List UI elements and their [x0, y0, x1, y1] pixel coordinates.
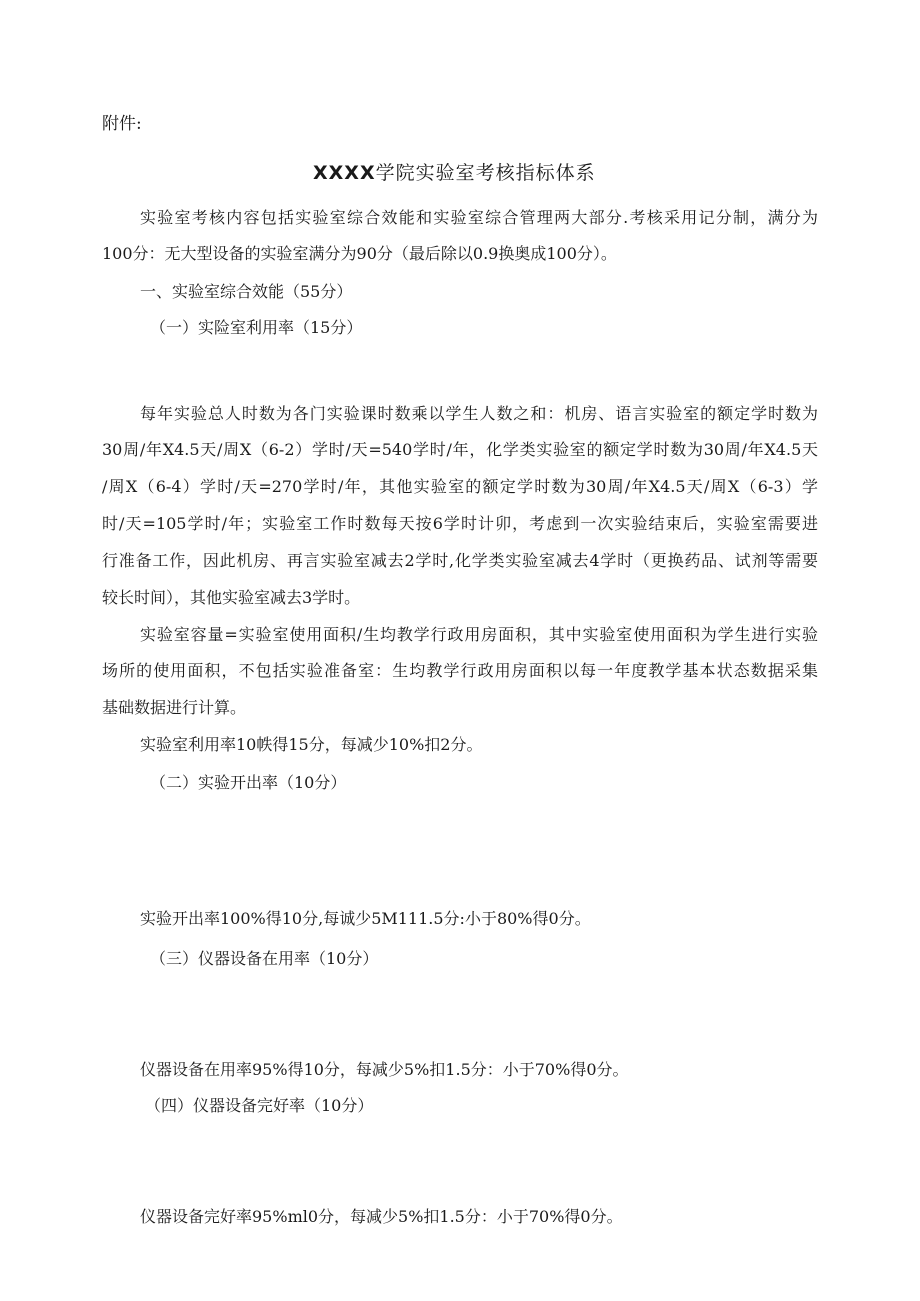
intro-line-2: 100分：无大型设备的实验室满分为90分（最后除以0.9换奥成100分）。: [102, 244, 617, 263]
title-prefix: XXXX: [313, 162, 376, 184]
subsection-2-heading: （二）实验开出率（10分）: [150, 773, 347, 792]
subsection-1-heading: （一）实险室利用率（15分）: [150, 318, 363, 337]
para1-line-1: 每年实验总人时数为各门实验课时数乘以学生人数之和：机房、语言实验室的额定学时数为: [140, 404, 818, 423]
open-rate-rule: 实验开出率100%得10分,每诚少5M111.5分:小于80%得0分。: [140, 909, 591, 928]
para1-line-3: /周X（6-4）学时/天=270学时/年，其他实验室的额定学时数为30周/年X4.5天/周X（6-3）学: [102, 477, 818, 496]
title-rest: 学院实验室考核指标体系: [375, 162, 596, 184]
para2-line-1: 实验室容量=实验室使用面积/生均教学行政用房面积，其中实验室使用面积为学生进行实验: [140, 625, 818, 644]
para1-line-5: 行准备工作，因此机房、再言实验室减去2学时,化学类实验室减去4学时（更换药品、试剂等需要: [102, 551, 818, 570]
attachment-label: 附件:: [102, 114, 142, 134]
subsection-4-heading: （四）仪器设备完好率（10分）: [145, 1096, 374, 1115]
para2-line-2: 场所的使用面积，不包括实验准备室：生均教学行政用房面积以每一年度教学基本状态数据采集: [102, 661, 818, 680]
in-use-rate-rule: 仪器设备在用率95%得10分，每减少5%扣1.5分：小于70%得0分。: [140, 1060, 629, 1079]
page-title: [313, 164, 596, 183]
subsection-3-heading: （三）仪器设备在用率（10分）: [150, 949, 379, 968]
intro-line-1: 实验室考核内容包括实验室综合效能和实验室综合管理两大部分.考核采用记分制，满分为: [140, 208, 818, 227]
para2-line-3: 基础数据进行计算。: [102, 698, 247, 717]
section-1-heading: 一、实验室综合效能（55分）: [140, 282, 353, 301]
intact-rate-rule: 仪器设备完好率95%ml0分，每减少5%扣1.5分：小于70%得0分。: [140, 1207, 623, 1226]
para1-line-4: 时/天=105学时/年；实验室工作时数每天按6学时计卯，考虑到一次实验结束后，实验室需要进: [102, 514, 818, 533]
para1-line-2: 30周/年X4.5天/周X（6-2）学时/天=540学时/年，化学类实验室的额定学时数为30周/年X4.5天: [102, 440, 818, 459]
para1-line-6: 较长时间），其他实验室减去3学时。: [102, 588, 361, 607]
utilization-rule: 实验室利用率10帙得15分，每减少10%扣2分。: [140, 735, 483, 754]
